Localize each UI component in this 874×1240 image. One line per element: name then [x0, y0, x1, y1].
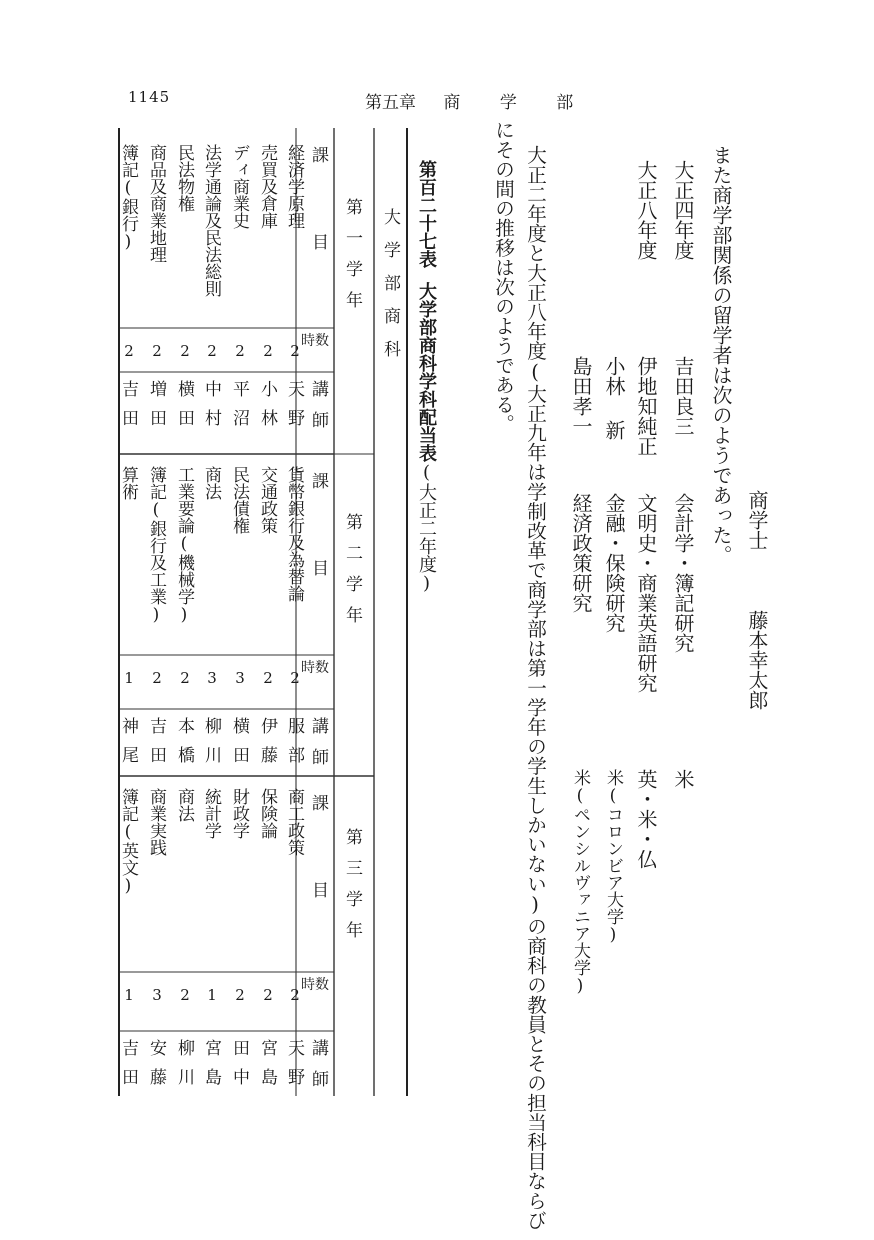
- table-row-subject: 簿記(銀行及工業): [146, 466, 166, 625]
- table-row-teacher: 平沼: [229, 380, 249, 438]
- table-row-subject: 統計学: [201, 788, 221, 839]
- table-row-hours: 2: [176, 342, 194, 360]
- table-row-teacher: 田中: [229, 1039, 249, 1097]
- table-row-hours: 1: [203, 986, 221, 1004]
- student-year: 大正八年度: [634, 160, 658, 260]
- table-row-hours: 2: [176, 986, 194, 1004]
- table-row-teacher: 宮島: [257, 1039, 277, 1097]
- table-year-header: 第三学年: [342, 828, 362, 952]
- table-row-hours: 3: [148, 986, 166, 1004]
- student-country: 米(ペンシルヴァニア大学): [570, 769, 590, 996]
- table-row-teacher: 横田: [174, 380, 194, 438]
- table-row-hours: 2: [148, 669, 166, 687]
- table-row-subject: 商業実践: [146, 788, 166, 856]
- table-row-subject: 民法債権: [229, 466, 249, 534]
- table-row-subject: ディ商業史: [229, 144, 249, 229]
- graduate-name: 藤本幸太郎: [745, 610, 769, 710]
- table-subtitle: 大学部商科学科配当表: [416, 282, 437, 462]
- table-row-subject: 売買及倉庫: [257, 144, 277, 229]
- table-row-subject: 商工政策: [284, 788, 304, 856]
- table-row-hours: 1: [120, 669, 138, 687]
- table-col-teacher: 講師: [308, 717, 328, 779]
- student-country: 英・米・仏: [634, 769, 658, 869]
- table-year-header: 第二学年: [342, 513, 362, 637]
- table-number: 第百二十七表: [416, 160, 437, 268]
- table-row-teacher: 服部: [284, 717, 304, 775]
- chapter-title-char: 学: [499, 93, 517, 113]
- table-row-teacher: 増田: [146, 380, 166, 438]
- table-row-teacher: 中村: [201, 380, 221, 438]
- student-field: 経済政策研究: [569, 493, 593, 613]
- table-row-subject: 商品及商業地理: [146, 144, 166, 263]
- table-row-teacher: 吉田: [118, 380, 138, 438]
- student-name: 小林 新: [602, 356, 626, 440]
- table-row-hours: 2: [259, 986, 277, 1004]
- table-row-subject: 工業要論(機械学): [174, 466, 194, 625]
- graduate-title: 商学士: [745, 490, 769, 550]
- student-country: 米(コロンビア大学): [603, 769, 623, 945]
- table-row-teacher: 吉田: [146, 717, 166, 775]
- chapter-number: 第五章: [365, 93, 416, 113]
- student-year: 大正四年度: [671, 160, 695, 260]
- table-row-hours: 2: [203, 342, 221, 360]
- table-row-hours: 2: [120, 342, 138, 360]
- table-row-teacher: 吉田: [118, 1039, 138, 1097]
- table-col-hours: 時数: [301, 660, 329, 676]
- student-field: 会計学・簿記研究: [671, 493, 695, 653]
- table-row-teacher: 柳川: [174, 1039, 194, 1097]
- table-col-subject: 課目: [308, 472, 328, 646]
- curriculum-table: [118, 128, 408, 1101]
- table-row-teacher: 横田: [229, 717, 249, 775]
- chapter-title-char: 商: [443, 93, 461, 113]
- table-dept-header: 大学部商科: [380, 208, 400, 373]
- table-row-hours: 2: [231, 342, 249, 360]
- table-row-hours: 2: [286, 986, 304, 1004]
- table-row-hours: 3: [231, 669, 249, 687]
- table-row-subject: 民法物権: [174, 144, 194, 212]
- table-row-teacher: 安藤: [146, 1039, 166, 1097]
- table-row-subject: 法学通論及民法総則: [201, 144, 221, 297]
- table-year-header: 第一学年: [342, 198, 362, 322]
- table-row-hours: 2: [231, 986, 249, 1004]
- student-country: 米: [671, 769, 695, 789]
- table-row-teacher: 柳川: [201, 717, 221, 775]
- table-row-subject: 算術: [118, 466, 138, 500]
- student-name: 島田孝一: [569, 356, 593, 436]
- table-row-teacher: 本橋: [174, 717, 194, 775]
- table-row-hours: 2: [259, 342, 277, 360]
- chapter-title-char: 部: [556, 93, 574, 113]
- table-row-hours: 1: [120, 986, 138, 1004]
- student-field: 金融・保険研究: [602, 493, 626, 633]
- table-col-hours: 時数: [301, 977, 329, 993]
- table-row-subject: 貨幣銀行及為替論: [284, 466, 304, 602]
- table-col-subject: 課目: [308, 146, 328, 320]
- table-row-hours: 2: [259, 669, 277, 687]
- paragraph-line: 大正二年度と大正八年度(大正九年は学制改革で商学部は第一学年の学生しかいない)の商科の教員とその担当科目ならび: [523, 145, 547, 1230]
- table-col-subject: 課目: [308, 794, 328, 968]
- table-row-hours: 2: [286, 342, 304, 360]
- student-field: 文明史・商業英語研究: [634, 493, 658, 693]
- table-row-hours: 3: [203, 669, 221, 687]
- table-row-teacher: 小林: [257, 380, 277, 438]
- table-row-subject: 商法: [174, 788, 194, 822]
- table-row-subject: 簿記(銀行): [118, 144, 138, 252]
- table-row-teacher: 天野: [284, 380, 304, 438]
- table-row-subject: 財政学: [229, 788, 249, 839]
- student-name: 吉田良三: [671, 356, 695, 436]
- table-col-teacher: 講師: [308, 380, 328, 442]
- table-row-subject: 保険論: [257, 788, 277, 839]
- table-row-teacher: 伊藤: [257, 717, 277, 775]
- table-row-subject: 経済学原理: [284, 144, 304, 229]
- page-number: 1145: [128, 88, 171, 106]
- table-caption: [413, 160, 439, 594]
- table-row-subject: 簿記(英文): [118, 788, 138, 896]
- table-row-hours: 2: [148, 342, 166, 360]
- table-row-teacher: 宮島: [201, 1039, 221, 1097]
- table-row-teacher: 神尾: [118, 717, 138, 775]
- table-period: (大正二年度): [416, 462, 437, 594]
- student-name: 伊地知純正: [634, 356, 658, 456]
- table-row-subject: 商法: [201, 466, 221, 500]
- table-col-teacher: 講師: [308, 1039, 328, 1101]
- table-col-hours: 時数: [301, 333, 329, 349]
- table-row-subject: 交通政策: [257, 466, 277, 534]
- paragraph-line: にその間の推移は次のようである。: [491, 120, 515, 434]
- table-cells: [118, 128, 406, 1101]
- table-row-teacher: 天野: [284, 1039, 304, 1097]
- chapter-header: [365, 88, 577, 113]
- table-row-hours: 2: [176, 669, 194, 687]
- intro-line: また商学部関係の留学者は次のようであった。: [709, 145, 733, 565]
- table-row-hours: 2: [286, 669, 304, 687]
